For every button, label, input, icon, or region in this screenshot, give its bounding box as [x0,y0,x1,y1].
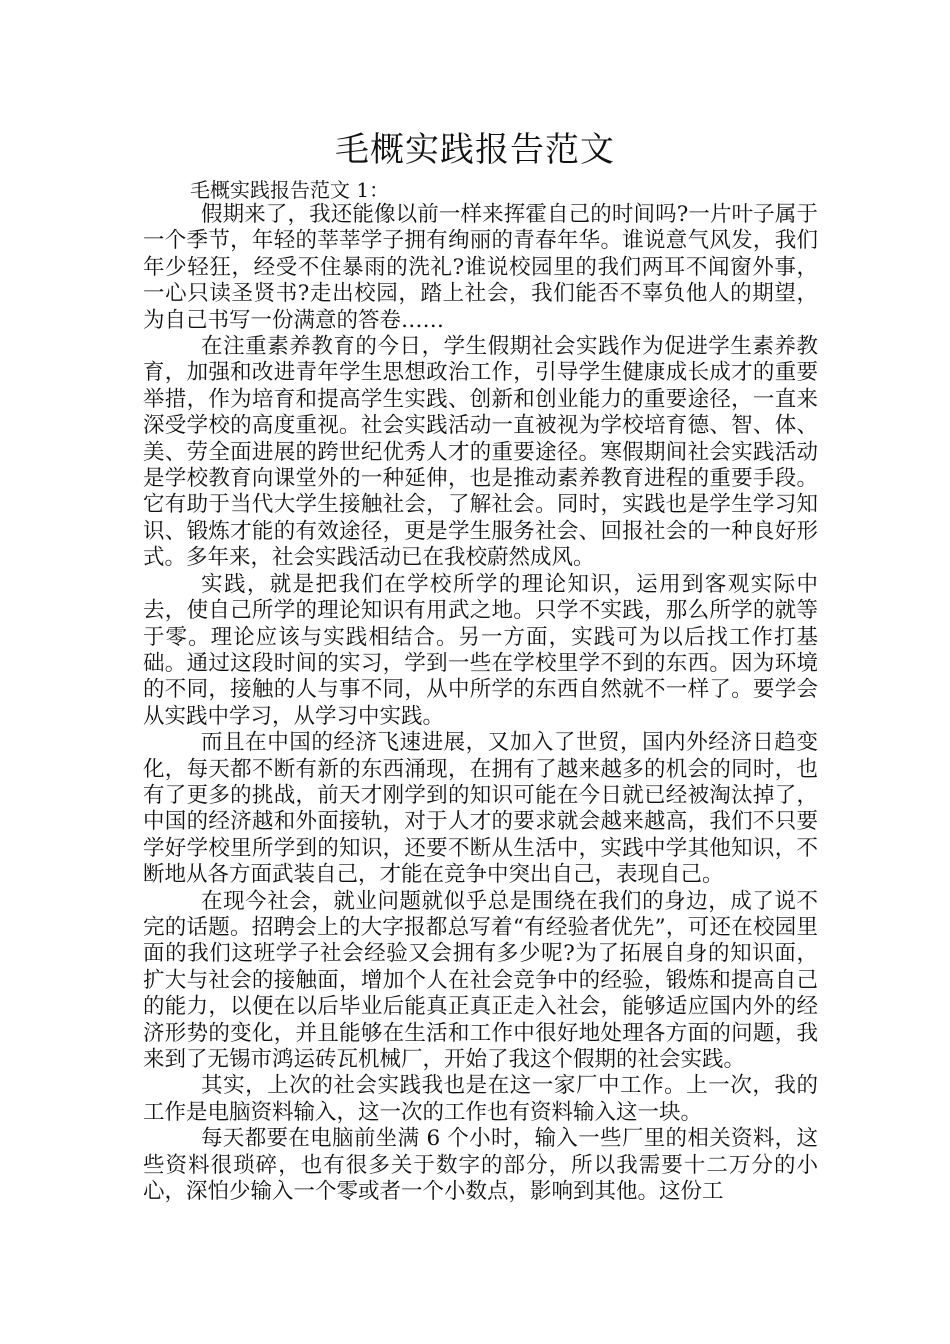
paragraph: 假期来了，我还能像以前一样来挥霍自己的时间吗?一片叶子属于一个季节，年轻的莘莘学子拥有绚丽的青春年华。谁说意气风发，我们年少轻狂，经受不住暴雨的洗礼?谁说校园里的我们两耳不闻窗外事，一心只读圣贤书?走出校园，踏上社会，我们能否不辜负他人的期望，为自己书写一份满意的答卷…… [143,202,818,333]
paragraph: 在现今社会，就业问题就似乎总是围绕在我们的身边，成了说不完的话题。招聘会上的大字报都总写着“有经验者优先”，可还在校园里面的我们这班学子社会经验又会拥有多少呢?为了拓展自身的知识面，扩大与社会的接触面，增加个人在社会竞争中的经验，锻炼和提高自己的能力，以便在以后毕业后能真正真正走入社会，能够适应国内外的经济形势的变化，并且能够在生活和工作中很好地处理各方面的问题，我来到了无锡市鸿运砖瓦机械厂，开始了我这个假期的社会实践。 [143,888,818,1072]
document-body [143,202,818,1205]
paragraph: 而且在中国的经济飞速进展，又加入了世贸，国内外经济日趋变化，每天都不断有新的东西涌现，在拥有了越来越多的机会的同时，也有了更多的挑战，前天才刚学到的知识可能在今日就已经被淘汰掉了，中国的经济越和外面接轨，对于人才的要求就会越来越高，我们不只要学好学校里所学到的知识，还要不断从生活中，实践中学其他知识，不断地从各方面武装自己，才能在竞争中突出自己，表现自己。 [143,730,818,888]
paragraph: 实践，就是把我们在学校所学的理论知识，运用到客观实际中去，使自己所学的理论知识有用武之地。只学不实践，那么所学的就等于零。理论应该与实践相结合。另一方面，实践可为以后找工作打基础。通过这段时间的实习，学到一些在学校里学不到的东西。因为环境的不同，接触的人与事不同，从中所学的东西自然就不一样了。要学会从实践中学习，从学习中实践。 [143,571,818,729]
document-subtitle: 毛概实践报告范文 1： [190,178,390,202]
paragraph: 每天都要在电脑前坐满 6 个小时，输入一些厂里的相关资料，这些资料很琐碎，也有很多关于数字的部分，所以我需要十二万分的小心，深怕少输入一个零或者一个小数点，影响到其他。这份工 [143,1126,818,1205]
paragraph: 在注重素养教育的今日，学生假期社会实践作为促进学生素养教育，加强和改进青年学生思想政治工作，引导学生健康成长成才的重要举措，作为培育和提高学生实践、创新和创业能力的重要途径，一直来深受学校的高度重视。社会实践活动一直被视为学校培育德、智、体、美、劳全面进展的跨世纪优秀人才的重要途径。寒假期间社会实践活动是学校教育向课堂外的一种延伸，也是推动素养教育进程的重要手段。它有助于当代大学生接触社会，了解社会。同时，实践也是学生学习知识、锻炼才能的有效途径，更是学生服务社会、回报社会的一种良好形式。多年来，社会实践活动已在我校蔚然成风。 [143,334,818,571]
paragraph: 其实，上次的社会实践我也是在这一家厂中工作。上一次，我的工作是电脑资料输入，这一次的工作也有资料输入这一块。 [143,1073,818,1125]
document-title: 毛概实践报告范文 [335,130,615,170]
